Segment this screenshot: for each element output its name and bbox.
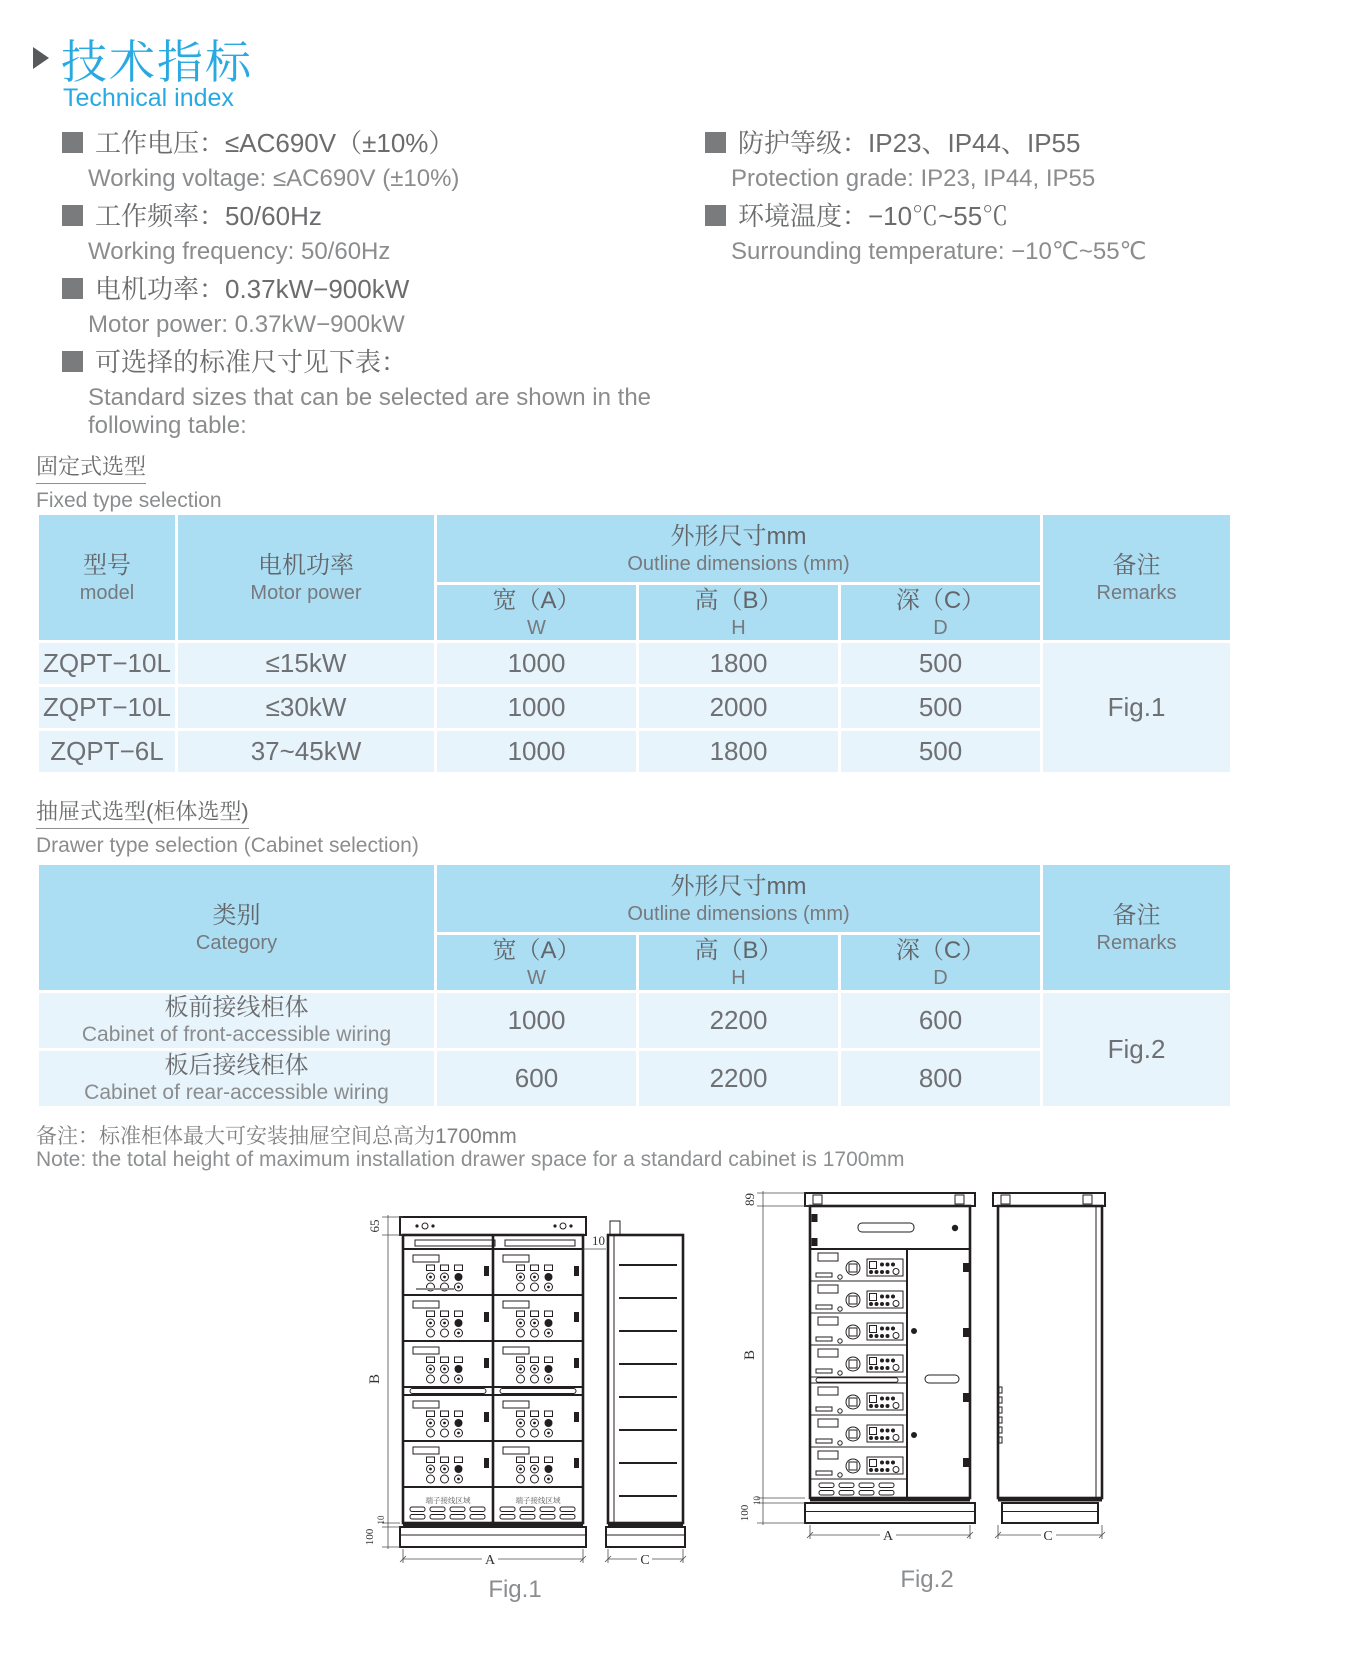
- spec-en-text: Standard sizes that can be selected are shown in the following table:: [88, 384, 652, 439]
- fig1-caption: Fig.1: [488, 1576, 542, 1603]
- height-cell: 2200: [638, 1050, 840, 1108]
- header-width: 宽（A） W: [436, 934, 638, 992]
- dim-label-B: B: [742, 1349, 758, 1361]
- drawer-table-label-en: Drawer type selection (Cabinet selection): [36, 834, 419, 857]
- power-cell: ≤30kW: [177, 686, 436, 730]
- fig2-caption: Fig.2: [900, 1566, 954, 1593]
- spec-table-intro: [62, 346, 672, 440]
- square-bullet-icon: [62, 351, 83, 372]
- header-depth: 深（C） D: [840, 584, 1042, 642]
- fig2-front-view: [805, 1193, 975, 1523]
- header-remarks: 备注 Remarks: [1042, 864, 1232, 992]
- terminal-area-label: 端子接线区域: [425, 1496, 471, 1505]
- square-bullet-icon: [705, 132, 726, 153]
- square-bullet-icon: [62, 132, 83, 153]
- remarks-cell: Fig.2: [1042, 992, 1232, 1108]
- page-title: 技术指标: [61, 36, 253, 88]
- section-arrow-icon: [33, 47, 49, 69]
- terminal-area-label: 端子接线区域: [515, 1496, 561, 1505]
- height-cell: 2200: [638, 992, 840, 1050]
- spec-en-text: Working voltage: ≤AC690V (±10%): [88, 165, 460, 192]
- dim-label-C: C: [1043, 1529, 1053, 1544]
- drawer-table-label-cn: 抽屉式选型(柜体选型): [36, 795, 249, 829]
- square-bullet-icon: [62, 278, 83, 299]
- depth-cell: 500: [840, 642, 1042, 686]
- dim-label-100: 100: [739, 1504, 751, 1522]
- drawer-table-label: [36, 795, 419, 858]
- dim-label-B: B: [367, 1373, 383, 1385]
- note-cn: 备注：标准柜体最大可安装抽屉空间总高为1700mm: [36, 1125, 517, 1148]
- fixed-table-label: [36, 450, 222, 513]
- dim-label-65: 65: [367, 1219, 382, 1233]
- spec-en-text: Surrounding temperature: −10℃~55℃: [731, 238, 1147, 265]
- header-height: 高（B） H: [638, 934, 840, 992]
- header-model: 型号 model: [38, 514, 177, 642]
- spec-motor-power: [62, 273, 672, 339]
- header-remarks: 备注 Remarks: [1042, 514, 1232, 642]
- header-outline-dimensions: 外形尺寸mm Outline dimensions (mm): [436, 514, 1042, 584]
- header-outline-dimensions: 外形尺寸mm Outline dimensions (mm): [436, 864, 1042, 934]
- width-cell: 1000: [436, 730, 638, 774]
- width-cell: 600: [436, 1050, 638, 1108]
- height-cell: 1800: [638, 730, 840, 774]
- fig1-front-view: [400, 1217, 586, 1547]
- header-category: 类别 Category: [38, 864, 436, 992]
- fixed-type-table: [36, 512, 1233, 775]
- depth-cell: 500: [840, 730, 1042, 774]
- note-en: Note: the total height of maximum installation drawer space for a standard cabinet is 1700mm: [36, 1148, 905, 1171]
- spec-surrounding-temperature: [705, 200, 1305, 266]
- table-row: [38, 642, 1232, 686]
- spec-cn-text: 可选择的标准尺寸见下表：: [95, 347, 408, 377]
- spec-en-text: Protection grade: IP23, IP44, IP55: [731, 165, 1096, 192]
- spec-protection-grade: [705, 127, 1305, 193]
- dim-label-10-small: 10: [752, 1496, 762, 1505]
- vent-slots: [819, 1483, 894, 1495]
- depth-cell: 500: [840, 686, 1042, 730]
- dim-label-10: 10: [592, 1233, 605, 1248]
- drawer-type-table: [36, 862, 1233, 1109]
- model-cell: ZQPT−6L: [38, 730, 177, 774]
- page-subtitle: Technical index: [63, 84, 234, 112]
- fig1-drawing: [358, 1145, 708, 1615]
- fixed-table-label-cn: 固定式选型: [36, 450, 146, 484]
- header-depth: 深（C） D: [840, 934, 1042, 992]
- hinge-marks: [999, 1387, 1002, 1443]
- header-width: 宽（A） W: [436, 584, 638, 642]
- header-motor-power: 电机功率 Motor power: [177, 514, 436, 642]
- height-cell: 2000: [638, 686, 840, 730]
- dim-label-89: 89: [742, 1193, 757, 1206]
- height-cell: 1800: [638, 642, 840, 686]
- model-cell: ZQPT−10L: [38, 642, 177, 686]
- spec-working-frequency: [62, 200, 672, 266]
- spec-en-text: Working frequency: 50/60Hz: [88, 238, 391, 265]
- dim-label-100: 100: [364, 1528, 376, 1546]
- header-height: 高（B） H: [638, 584, 840, 642]
- square-bullet-icon: [705, 205, 726, 226]
- spec-list-right: [705, 127, 1305, 273]
- dim-label-10-small: 10: [376, 1515, 386, 1525]
- spec-cn-text: 环境温度：−10℃~55℃: [738, 201, 1009, 231]
- dim-label-C: C: [640, 1553, 650, 1568]
- dim-label-A: A: [484, 1553, 496, 1568]
- width-cell: 1000: [436, 992, 638, 1050]
- power-cell: 37~45kW: [177, 730, 436, 774]
- width-cell: 1000: [436, 642, 638, 686]
- fig2-dimensions: [739, 1191, 1105, 1544]
- fig1-side-view: [606, 1221, 685, 1547]
- category-cell: 板前接线柜体 Cabinet of front-accessible wiring: [38, 992, 436, 1050]
- spec-cn-text: 电机功率：0.37kW−900kW: [95, 274, 410, 304]
- spec-cn-text: 工作频率：50/60Hz: [95, 201, 322, 231]
- power-cell: ≤15kW: [177, 642, 436, 686]
- spec-cn-text: 防护等级：IP23、IP44、IP55: [738, 128, 1081, 158]
- table-row: [38, 992, 1232, 1050]
- depth-cell: 800: [840, 1050, 1042, 1108]
- fig2-drawing: [735, 1135, 1115, 1605]
- fig2-side-view: [993, 1193, 1105, 1523]
- spec-cn-text: 工作电压：≤AC690V（±10%）: [95, 128, 455, 158]
- square-bullet-icon: [62, 205, 83, 226]
- spec-working-voltage: [62, 127, 672, 193]
- model-cell: ZQPT−10L: [38, 686, 177, 730]
- category-cell: 板后接线柜体 Cabinet of rear-accessible wiring: [38, 1050, 436, 1108]
- dim-label-A: A: [882, 1529, 894, 1544]
- spec-en-text: Motor power: 0.37kW−900kW: [88, 311, 405, 338]
- spec-list-left: [62, 127, 672, 447]
- fixed-table-label-en: Fixed type selection: [36, 489, 222, 512]
- width-cell: 1000: [436, 686, 638, 730]
- remarks-cell: Fig.1: [1042, 642, 1232, 774]
- depth-cell: 600: [840, 992, 1042, 1050]
